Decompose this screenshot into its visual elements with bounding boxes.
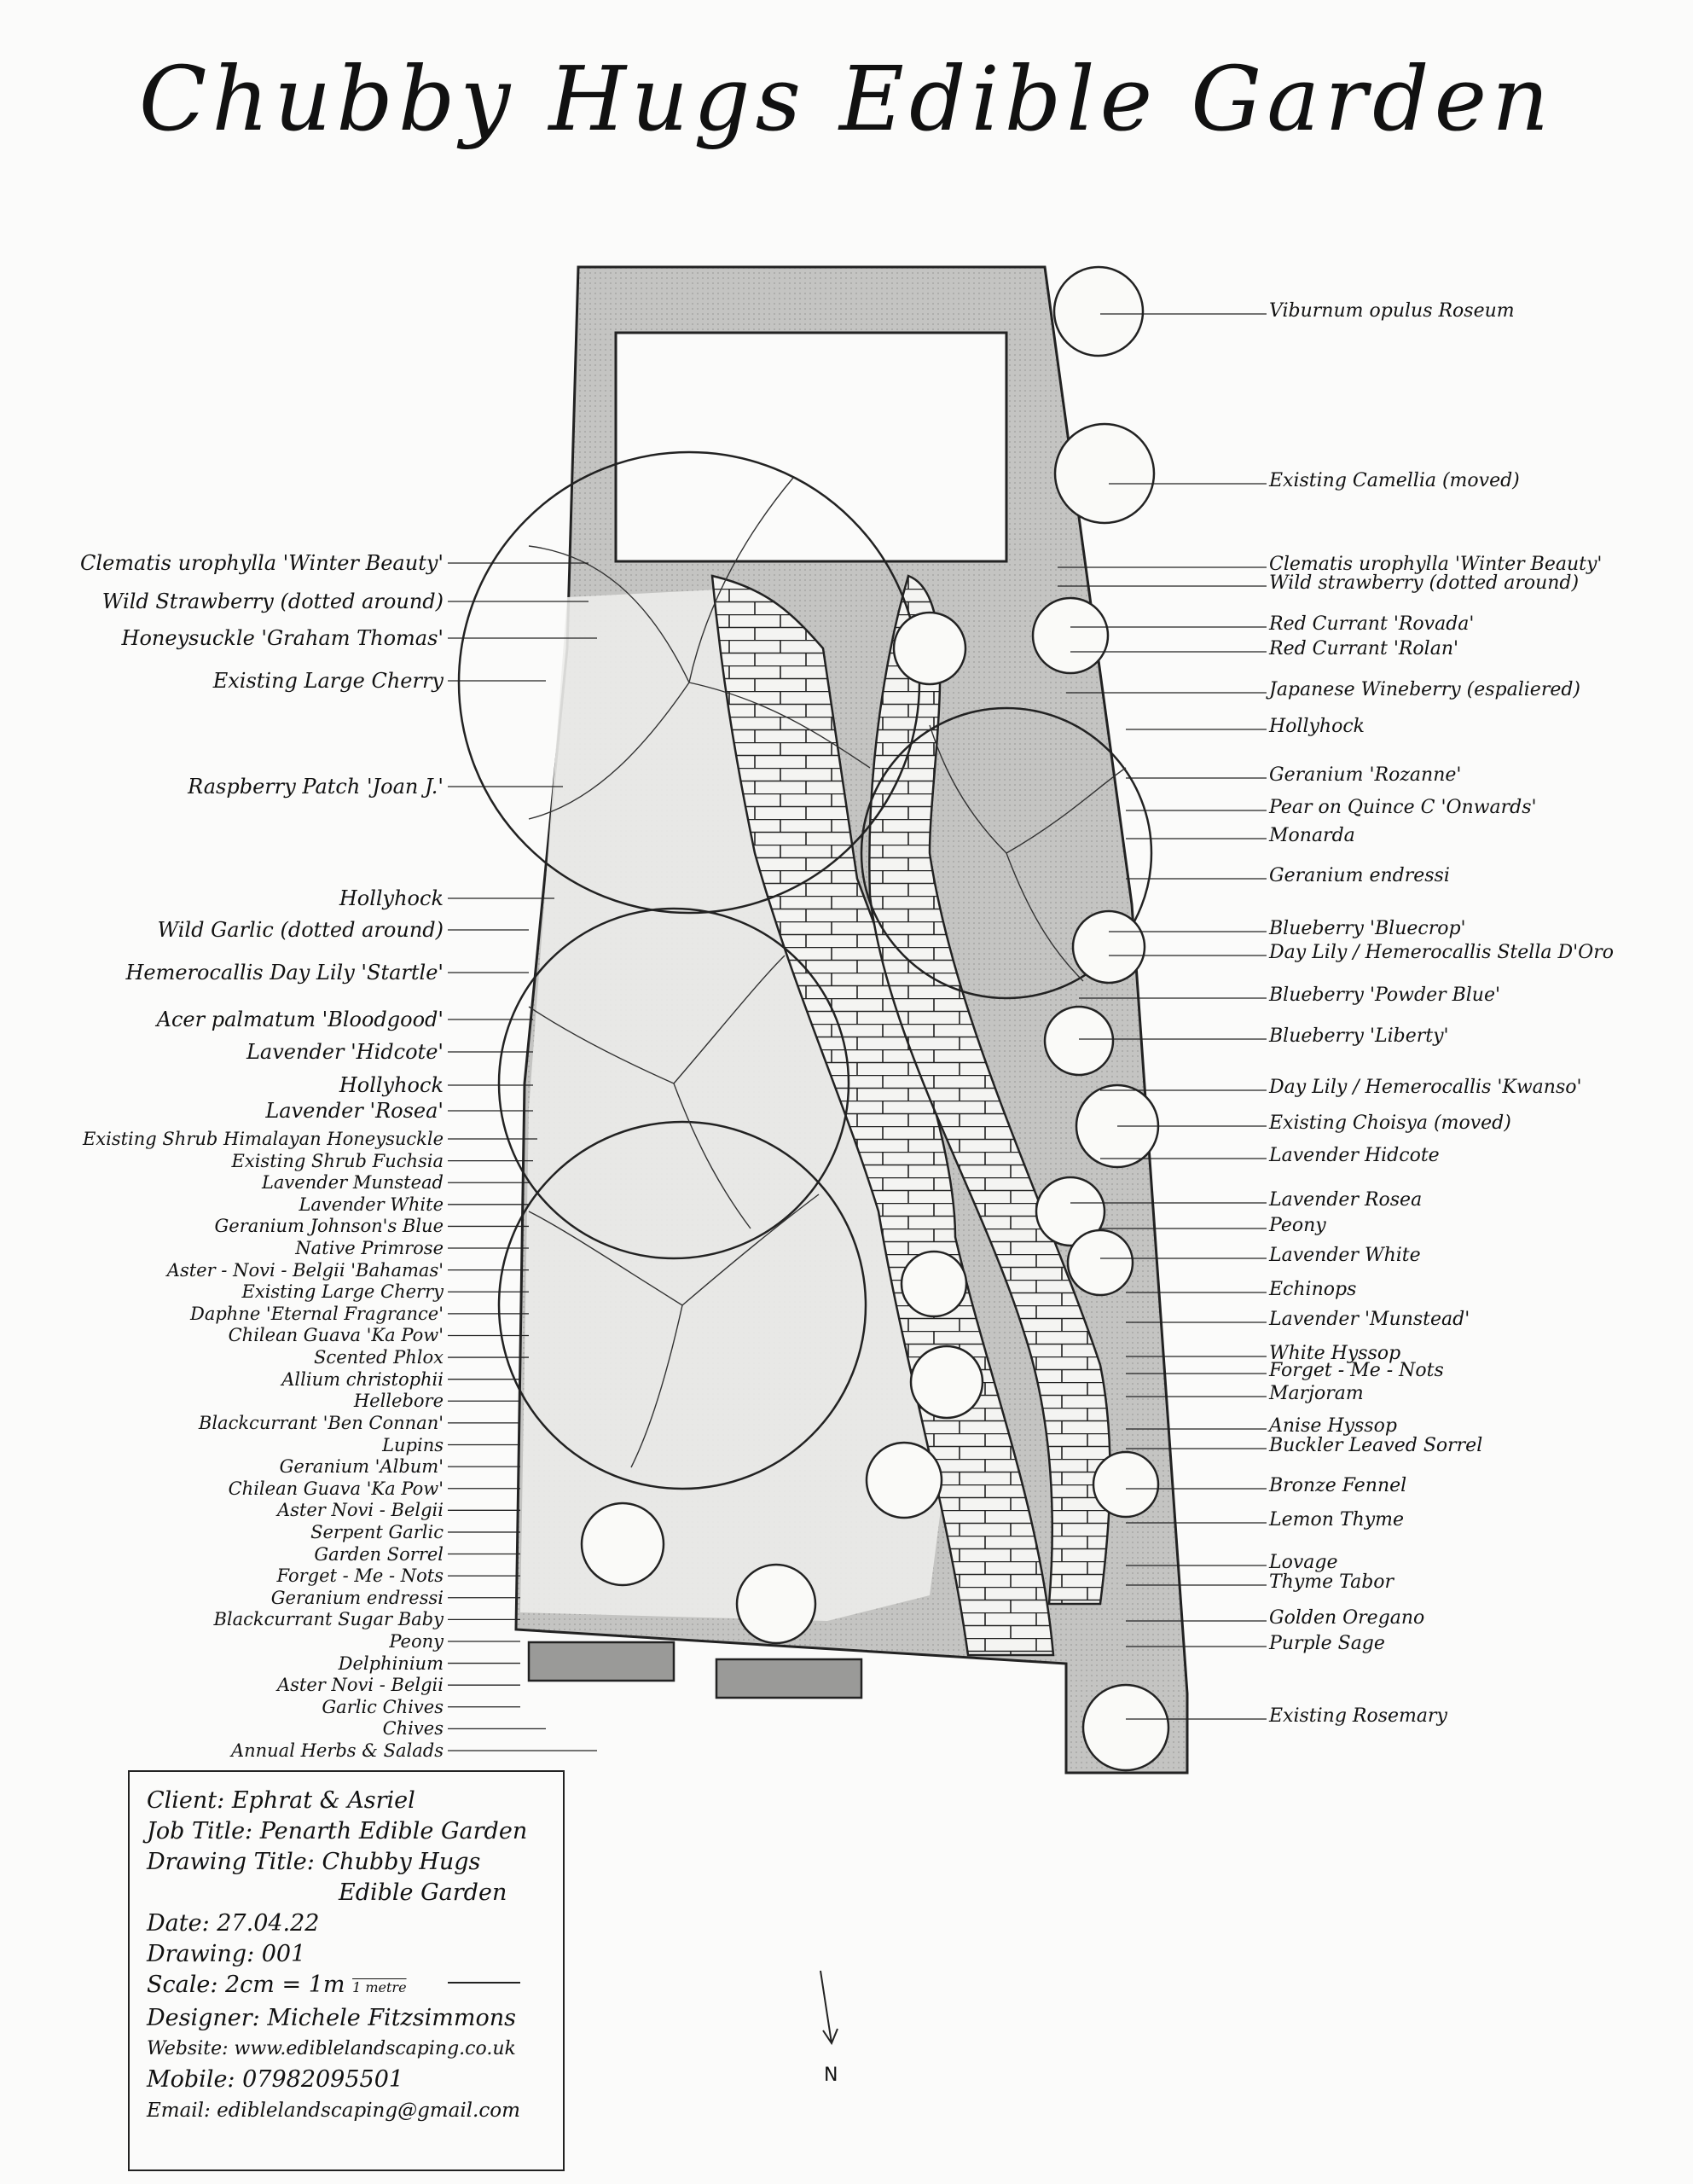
right-plant-label: Japanese Wineberry (espaliered) [1269, 679, 1581, 700]
left-plant-label: Aster Novi - Belgii [276, 1500, 444, 1521]
right-plant-label: White Hyssop [1269, 1343, 1401, 1364]
email: Email: ediblelandscaping@gmail.com [147, 2100, 520, 2122]
right-plant-label: Lavender Hidcote [1269, 1145, 1440, 1166]
right-plant-label: Wild strawberry (dotted around) [1269, 572, 1580, 594]
hellebore-shrub [867, 1443, 942, 1518]
red-currant-shrub [1033, 598, 1108, 673]
client: Client: Ephrat & Asriel [147, 1787, 415, 1814]
designer: Designer: Michele Fitzsimmons [147, 2005, 516, 2031]
right-plant-label: Echinops [1269, 1279, 1357, 1300]
right-plant-label: Purple Sage [1269, 1633, 1385, 1654]
right-plant-label: Peony [1269, 1215, 1326, 1236]
left-plant-label: Forget - Me - Nots [276, 1565, 444, 1587]
right-plant-label: Marjoram [1269, 1383, 1364, 1404]
blackcurrant-shrub-2 [737, 1565, 815, 1643]
drawing-number: Drawing: 001 [147, 1941, 306, 1967]
left-plant-label: Chilean Guava 'Ka Pow' [228, 1478, 444, 1499]
rosemary-shrub [1083, 1685, 1168, 1770]
left-plant-label: Hellebore [353, 1391, 444, 1412]
blueberry-shrub [1073, 911, 1145, 983]
right-plant-label: Blueberry 'Liberty' [1269, 1025, 1449, 1047]
right-plant-label: Existing Choisya (moved) [1269, 1112, 1511, 1134]
house [616, 333, 1006, 561]
echinops-shrub [902, 1252, 966, 1316]
right-plant-label: Monarda [1269, 825, 1355, 846]
drawing-title: Drawing Title: Chubby Hugs [147, 1849, 481, 1875]
right-plant-label: Lavender White [1269, 1245, 1421, 1266]
left-plant-label: Lavender 'Hidcote' [246, 1040, 444, 1064]
left-plant-label: Geranium Johnson's Blue [214, 1216, 444, 1237]
left-plant-label: Daphne 'Eternal Fragrance' [189, 1303, 444, 1324]
right-plant-label: Thyme Tabor [1269, 1571, 1394, 1593]
mobile: Mobile: 07982095501 [147, 2066, 404, 2093]
page-title: Chubby Hugs Edible Garden [138, 47, 1555, 151]
left-plant-label: Lavender 'Rosea' [265, 1099, 444, 1123]
right-plant-label: Bronze Fennel [1269, 1475, 1407, 1496]
right-plant-label: Red Currant 'Rovada' [1269, 613, 1475, 635]
right-plant-label: Geranium 'Rozanne' [1269, 764, 1462, 786]
right-plant-label: Buckler Leaved Sorrel [1269, 1435, 1483, 1456]
hollyhock-shrub [894, 613, 965, 684]
right-plant-label: Red Currant 'Rolan' [1269, 638, 1459, 659]
left-plant-label: Delphinium [338, 1653, 444, 1674]
left-plant-label: Acer palmatum 'Bloodgood' [156, 1008, 444, 1031]
right-plant-label: Hollyhock [1269, 716, 1365, 737]
left-plant-label: Wild Garlic (dotted around) [157, 918, 444, 942]
left-plant-label: Blackcurrant Sugar Baby [213, 1609, 444, 1630]
left-plant-label: Peony [389, 1630, 444, 1652]
left-plant-label: Lavender Munstead [261, 1172, 444, 1194]
left-plant-label: Native Primrose [295, 1238, 444, 1259]
right-plant-label: Anise Hyssop [1269, 1415, 1397, 1437]
left-plant-label: Existing Shrub Fuchsia [231, 1150, 444, 1171]
left-plant-label: Aster Novi - Belgii [276, 1675, 444, 1696]
left-plant-label: Serpent Garlic [310, 1521, 444, 1542]
left-plant-label: Honeysuckle 'Graham Thomas' [121, 626, 444, 650]
right-plant-label: Day Lily / Hemerocallis 'Kwanso' [1269, 1077, 1582, 1098]
left-plant-label: Existing Shrub Himalayan Honeysuckle [82, 1129, 444, 1149]
right-plant-label: Lovage [1269, 1552, 1338, 1573]
left-plant-label: Existing Large Cherry [241, 1281, 444, 1303]
left-plant-label: Wild Strawberry (dotted around) [101, 590, 444, 613]
right-plant-label: Pear on Quince C 'Onwards' [1269, 797, 1537, 818]
left-plant-label: Hollyhock [339, 1073, 444, 1097]
right-plant-label: Existing Rosemary [1269, 1705, 1447, 1727]
blackcurrant-shrub [582, 1503, 664, 1585]
right-plant-label: Blueberry 'Bluecrop' [1269, 918, 1466, 939]
right-plant-label: Golden Oregano [1269, 1607, 1425, 1629]
left-plant-label: Garlic Chives [322, 1696, 444, 1717]
left-plant-label: Garden Sorrel [314, 1543, 444, 1565]
left-plant-label: Existing Large Cherry [212, 669, 444, 693]
right-plant-label: Lemon Thyme [1269, 1509, 1405, 1531]
scale-bar-label: 1 metre [352, 1979, 407, 1995]
fennel-shrub [1093, 1452, 1158, 1517]
website: Website: www.ediblelandscaping.co.uk [147, 2038, 516, 2059]
left-plant-label: Scented Phlox [314, 1347, 444, 1368]
viburnum-shrub [1054, 267, 1143, 356]
right-plant-label: Forget - Me - Nots [1269, 1360, 1444, 1381]
right-plant-label: Viburnum opulus Roseum [1269, 300, 1515, 322]
left-plant-label: Geranium 'Album' [279, 1456, 444, 1478]
right-plant-label: Existing Camellia (moved) [1269, 470, 1520, 491]
herb-box-1 [529, 1642, 674, 1681]
left-plant-label: Aster - Novi - Belgii 'Bahamas' [166, 1259, 444, 1281]
left-plant-label: Hemerocallis Day Lily 'Startle' [125, 961, 444, 985]
left-plant-label: Lupins [382, 1434, 444, 1455]
left-plant-label: Lavender White [299, 1194, 444, 1215]
left-plant-label: Chilean Guava 'Ka Pow' [228, 1325, 444, 1346]
left-plant-label: Annual Herbs & Salads [230, 1740, 444, 1761]
camellia-shrub [1055, 424, 1154, 523]
north-label: N [824, 2065, 838, 2086]
left-plant-label: Raspberry Patch 'Joan J.' [188, 775, 444, 799]
herb-box-2 [716, 1659, 861, 1698]
scale: Scale: 2cm = 1m 1 metre [147, 1972, 407, 1998]
right-plant-label: Lavender Rosea [1269, 1189, 1423, 1211]
right-plant-label: Lavender 'Munstead' [1269, 1309, 1470, 1330]
right-plant-label: Day Lily / Hemerocallis Stella D'Oro [1269, 942, 1614, 963]
job-title: Job Title: Penarth Edible Garden [147, 1818, 528, 1844]
right-plant-label: Clematis urophylla 'Winter Beauty' [1269, 554, 1603, 575]
left-plant-label: Hollyhock [339, 886, 444, 910]
drawing-title-line2: Edible Garden [339, 1879, 507, 1906]
hyssop-shrub [911, 1346, 983, 1418]
right-plant-label: Geranium endressi [1269, 865, 1450, 886]
date: Date: 27.04.22 [147, 1910, 320, 1937]
peony-shrub [1068, 1230, 1133, 1295]
left-plant-label: Clematis urophylla 'Winter Beauty' [80, 551, 444, 575]
left-plant-label: Allium christophii [281, 1368, 444, 1390]
north-arrow [820, 1971, 838, 2043]
left-plant-label: Geranium endressi [270, 1587, 444, 1608]
left-plant-label: Blackcurrant 'Ben Connan' [198, 1412, 444, 1433]
blueberry-shrub-2 [1045, 1007, 1113, 1075]
right-plant-label: Blueberry 'Powder Blue' [1269, 985, 1501, 1006]
left-plant-label: Chives [382, 1718, 444, 1740]
title-block [128, 1770, 565, 2171]
